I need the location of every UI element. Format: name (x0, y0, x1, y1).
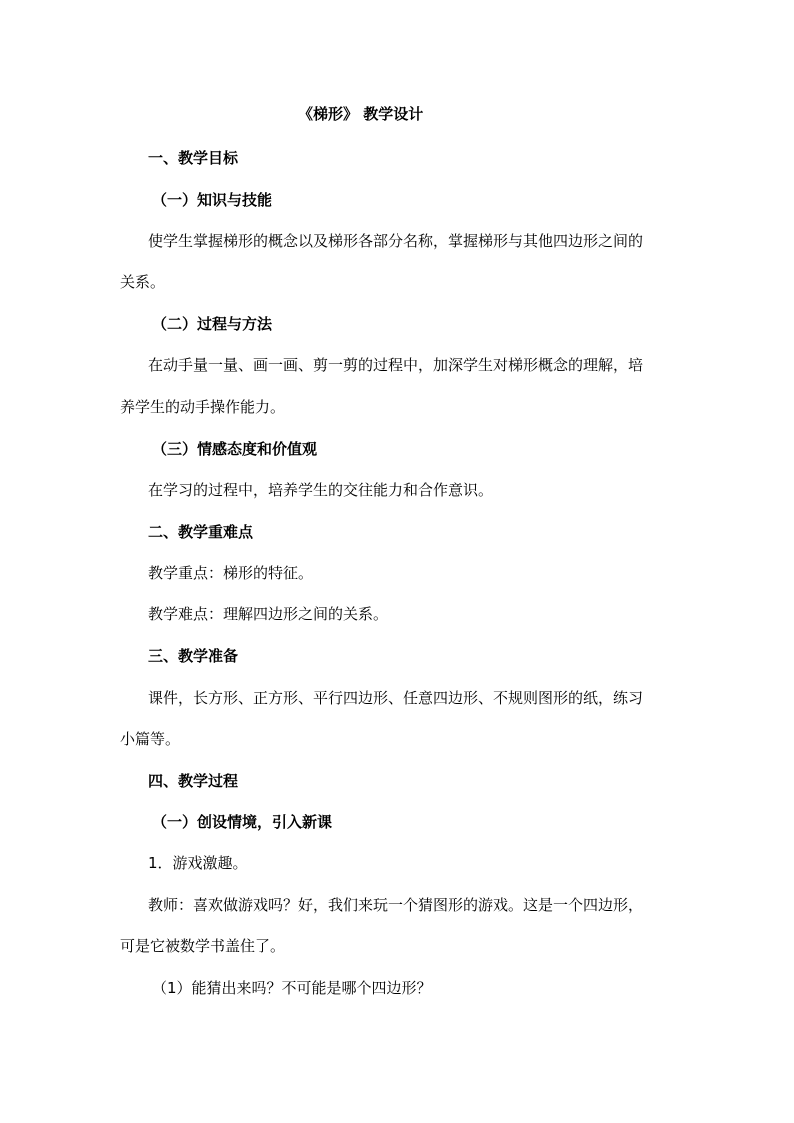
subheading-introduction: （一）创设情境，引入新课 (152, 813, 333, 831)
list-item: （1）能猜出来吗？不可能是哪个四边形？ (152, 979, 432, 997)
subheading-attitude-values: （三）情感态度和价值观 (152, 440, 318, 458)
paragraph-line: 关系。 (120, 273, 166, 291)
section-heading-preparation: 三、教学准备 (148, 647, 239, 665)
paragraph-line: 使学生掌握梯形的概念以及梯形各部分名称，掌握梯形与其他四边形之间的 (148, 232, 644, 250)
list-item: 1．游戏激趣。 (148, 854, 248, 872)
paragraph-line: 教师：喜欢做游戏吗？好，我们来玩一个猜图形的游戏。这是一个四边形， (148, 896, 644, 914)
section-heading-key-points: 二、教学重难点 (148, 523, 254, 541)
paragraph-line: 教学难点：理解四边形之间的关系。 (148, 605, 389, 623)
paragraph-line: 小篇等。 (120, 730, 181, 748)
document-title: 《梯形》 教学设计 (298, 105, 424, 123)
paragraph-line: 养学生的动手操作能力。 (120, 398, 286, 416)
paragraph-line: 课件，长方形、正方形、平行四边形、任意四边形、不规则图形的纸，练习 (148, 689, 644, 707)
section-heading-objectives: 一、教学目标 (148, 149, 239, 167)
subheading-process-methods: （二）过程与方法 (152, 315, 273, 333)
section-heading-process: 四、教学过程 (148, 772, 239, 790)
subheading-knowledge-skills: （一）知识与技能 (152, 191, 273, 209)
paragraph-line: 教学重点：梯形的特征。 (148, 564, 314, 582)
paragraph-line: 可是它被数学书盖住了。 (120, 937, 286, 955)
paragraph-line: 在动手量一量、画一画、剪一剪的过程中，加深学生对梯形概念的理解，培 (148, 356, 644, 374)
paragraph-line: 在学习的过程中，培养学生的交往能力和合作意识。 (148, 481, 494, 499)
